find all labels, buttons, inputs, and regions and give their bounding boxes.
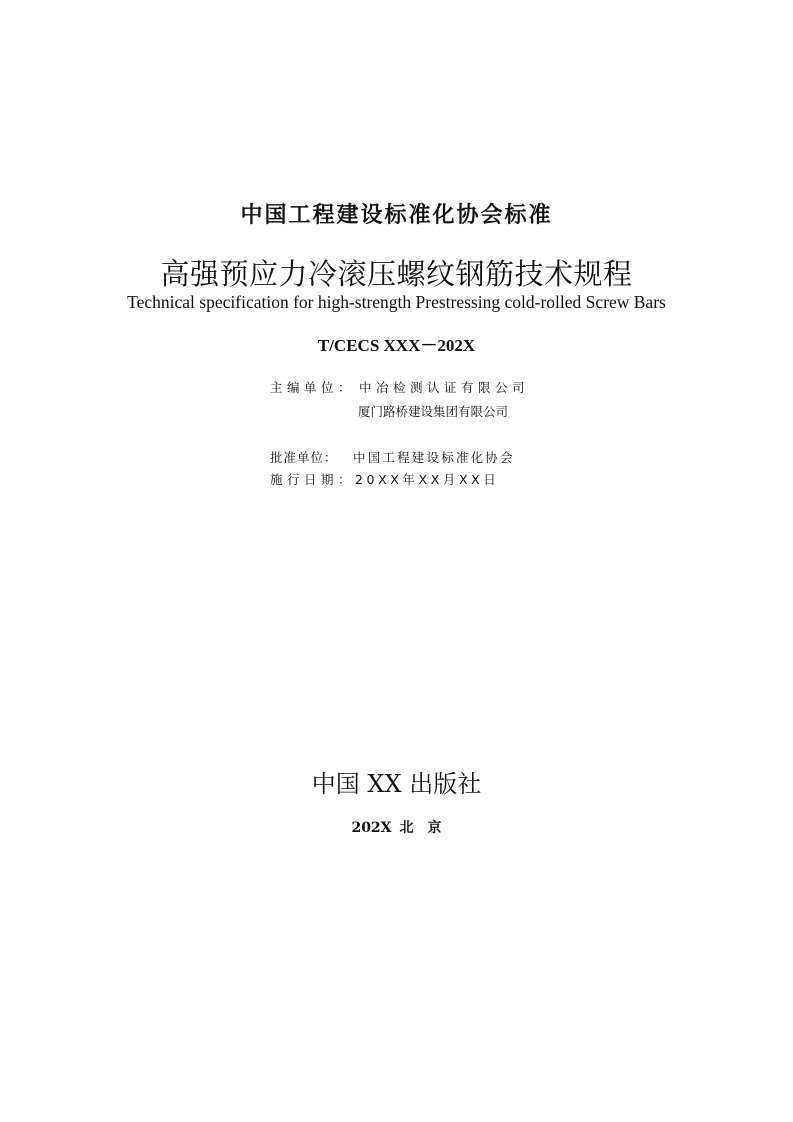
publication-line (0, 817, 793, 837)
approval-unit: 中国工程建设标准化协会 (353, 450, 515, 465)
document-title-cn: 高强预应力冷滚压螺纹钢筋技术规程 (160, 257, 633, 291)
publication-city: 北 京 (399, 820, 442, 836)
publication-year: 202X (351, 820, 392, 836)
association-title: 中国工程建设标准化协会标准 (240, 203, 553, 228)
editors-label: 主编单位： (270, 380, 356, 395)
standard-code: T/CECS XXX－202X (317, 336, 476, 355)
document-title-en: Technical specification for high-strength Prestressing cold-rolled Screw Bars (127, 292, 666, 312)
publisher-name: 中国 XX 出版社 (311, 770, 482, 798)
approval-label: 批准单位： (270, 450, 338, 465)
editor-unit-1: 中冶检测认证有限公司 (359, 380, 530, 395)
editor-unit-2: 厦门路桥建设集团有限公司 (358, 404, 509, 419)
effective-date: 20XX年XX月XX日 (355, 472, 500, 487)
effective-date-label: 施行日期： (270, 472, 356, 487)
